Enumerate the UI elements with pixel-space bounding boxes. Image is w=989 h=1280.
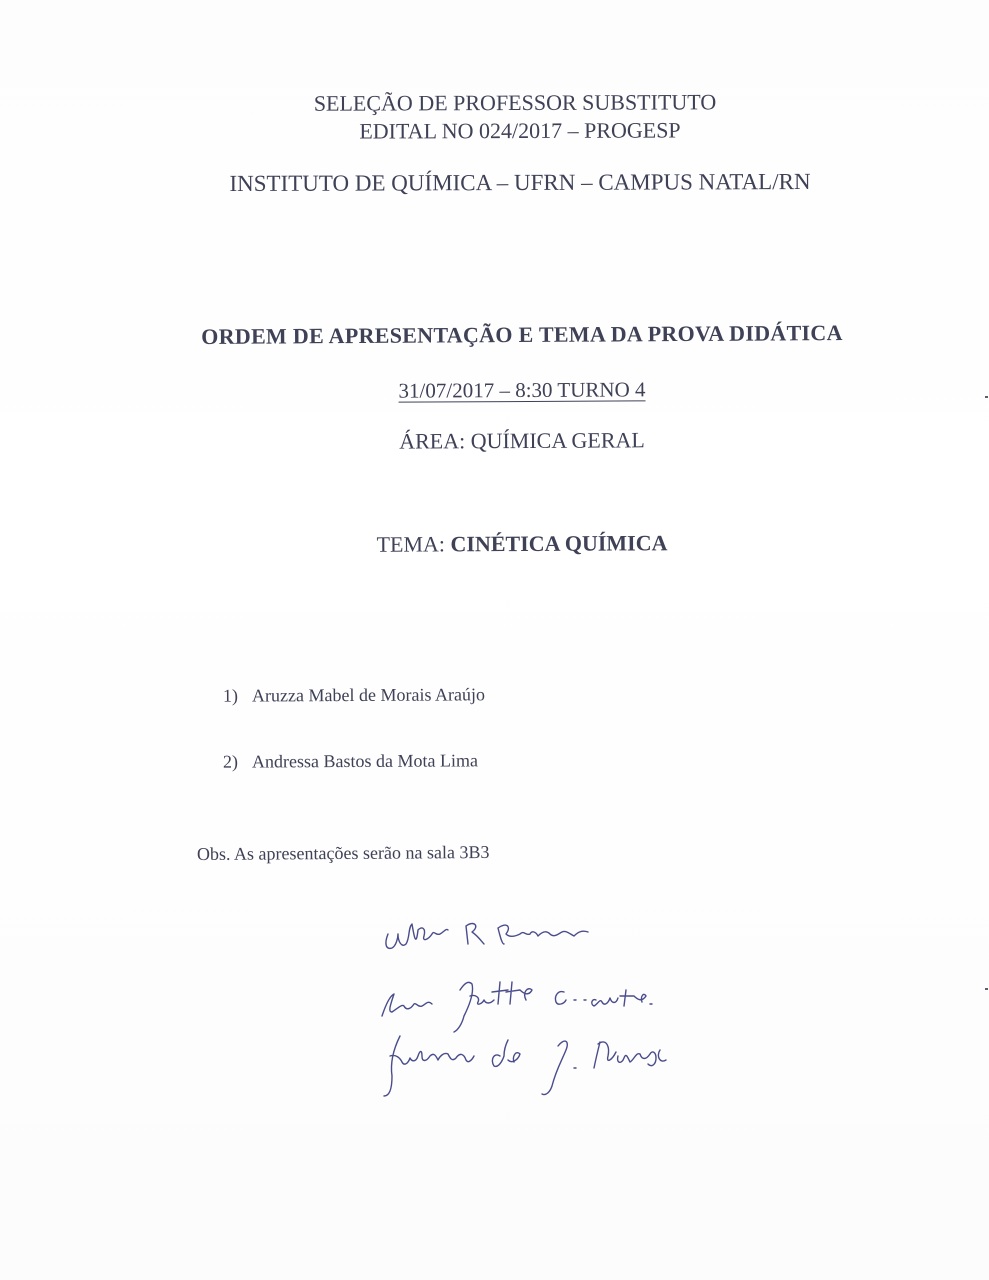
- header-selection-title: SELEÇÃO DE PROFESSOR SUBSTITUTO: [313, 89, 717, 116]
- candidate-number: 1): [222, 685, 239, 706]
- document-title: ORDEM DE APRESENTAÇÃO E TEMA DA PROVA DIDÁTICA: [201, 320, 843, 349]
- signature-stroke-3: [384, 1036, 474, 1096]
- signature-stroke-1: [386, 924, 448, 948]
- signature-drawing: [360, 900, 740, 1110]
- tema-line: [0, 528, 989, 559]
- header-institute: INSTITUTO DE QUÍMICA – UFRN – CAMPUS NATAL/RN: [229, 168, 811, 197]
- scan-edge-mark: [985, 988, 988, 990]
- header-edital: EDITAL NO 024/2017 – PROGESP: [359, 117, 681, 144]
- candidate-name: Andressa Bastos da Mota Lima: [251, 750, 479, 772]
- signature-stroke-2: [382, 994, 432, 1016]
- observation-note: Obs. As apresentações serão na sala 3B3: [196, 841, 490, 865]
- candidate-name: Aruzza Mabel de Morais Araújo: [251, 684, 485, 706]
- handwritten-signatures: [360, 900, 740, 1110]
- schedule-line: [0, 375, 989, 405]
- schedule-text: 31/07/2017 – 8:30 TURNO 4: [398, 377, 646, 403]
- area-line: ÁREA: QUÍMICA GERAL: [399, 427, 645, 454]
- scan-edge-mark: [985, 396, 988, 398]
- candidate-list-item: [223, 750, 478, 772]
- tema-value: CINÉTICA QUÍMICA: [450, 530, 668, 557]
- candidate-list-item: [223, 684, 485, 706]
- candidate-number: 2): [222, 751, 239, 772]
- tema-label: TEMA:: [376, 531, 451, 557]
